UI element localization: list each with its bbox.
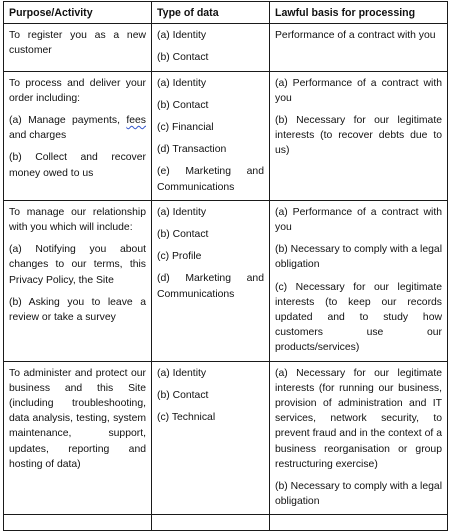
header-lawful-basis: Lawful basis for processing [270,2,448,24]
purpose-text-part: (a) Manage payments, [9,115,127,127]
lawful-basis-text: (b) Necessary for our legitimate interests (to recover debts due to us) [275,115,442,157]
data-type-item: (b) Contact [157,389,209,401]
data-type-item: (c) Financial [157,122,214,134]
data-type-item: (b) Contact [157,99,209,111]
data-type-cell [152,361,270,515]
purpose-cell [4,200,152,361]
data-type-item: (a) Identity [157,206,207,218]
lawful-basis-cell [270,24,448,71]
table-row [4,200,448,361]
data-type-cell [152,24,270,71]
data-type-item: (d) Marketing and Communications [157,273,264,300]
data-type-item: (d) Transaction [157,144,227,156]
spellcheck-flagged-word[interactable]: fees [126,115,146,127]
empty-cell [4,515,152,531]
lawful-basis-text: (b) Necessary to comply with a legal obligation [275,481,442,508]
purpose-cell [4,71,152,200]
empty-cell [270,515,448,531]
data-type-item: (b) Contact [157,52,209,64]
purpose-text: (b) Collect and recover money owed to us [9,152,146,179]
data-type-item: (a) Identity [157,30,207,42]
data-type-item: (e) Marketing and Communications [157,166,264,193]
header-purpose: Purpose/Activity [4,2,152,24]
data-type-item: (c) Technical [157,412,216,424]
purpose-text-part: and charges [9,130,67,142]
lawful-basis-cell [270,200,448,361]
purpose-text: To administer and protect our business and this Site (including troubleshooting, data analysis, testing, system maintenance, support, updates, reporting and hosting of data) [9,367,146,470]
lawful-basis-text: (a) Performance of a contract with you [275,206,442,234]
purpose-text [9,113,146,143]
lawful-basis-text: (a) Necessary for our legitimate interests (for running our business, provision of administration and IT services, network security, to prevent fraud and in the context of a business reorganisation or group restructuring exercise) [275,367,442,470]
data-type-item: (b) Contact [157,229,209,241]
data-type-cell [152,71,270,200]
purpose-cell [4,361,152,515]
empty-cell [152,515,270,531]
table-row-cutoff [4,515,448,531]
table-row [4,361,448,515]
lawful-basis-text: (a) Performance of a contract with you [275,77,442,104]
data-type-item: (c) Profile [157,251,202,263]
data-type-item: (a) Identity [157,367,207,379]
header-type-of-data: Type of data [152,2,270,24]
purpose-text: To manage our relationship with you which will include: [9,206,146,234]
table-row [4,24,448,71]
lawful-basis-cell [270,71,448,200]
lawful-basis-table [3,1,448,531]
data-type-cell [152,200,270,361]
table-header-row [4,2,448,24]
lawful-basis-text: Performance of a contract with you [275,30,436,42]
purpose-cell [4,24,152,71]
lawful-basis-cell [270,361,448,515]
lawful-basis-text: (c) Necessary for our legitimate interests (to keep our records updated and to study how customers use our products/services) [275,281,442,354]
purpose-text: (a) Notifying you about changes to our terms, this Privacy Policy, the Site [9,244,146,286]
lawful-basis-text: (b) Necessary to comply with a legal obligation [275,244,442,271]
table-row [4,71,448,200]
data-type-item: (a) Identity [157,77,207,89]
purpose-text: To process and deliver your order including: [9,77,146,104]
purpose-text: To register you as a new customer [9,30,146,57]
purpose-text: (b) Asking you to leave a review or take a survey [9,296,146,324]
